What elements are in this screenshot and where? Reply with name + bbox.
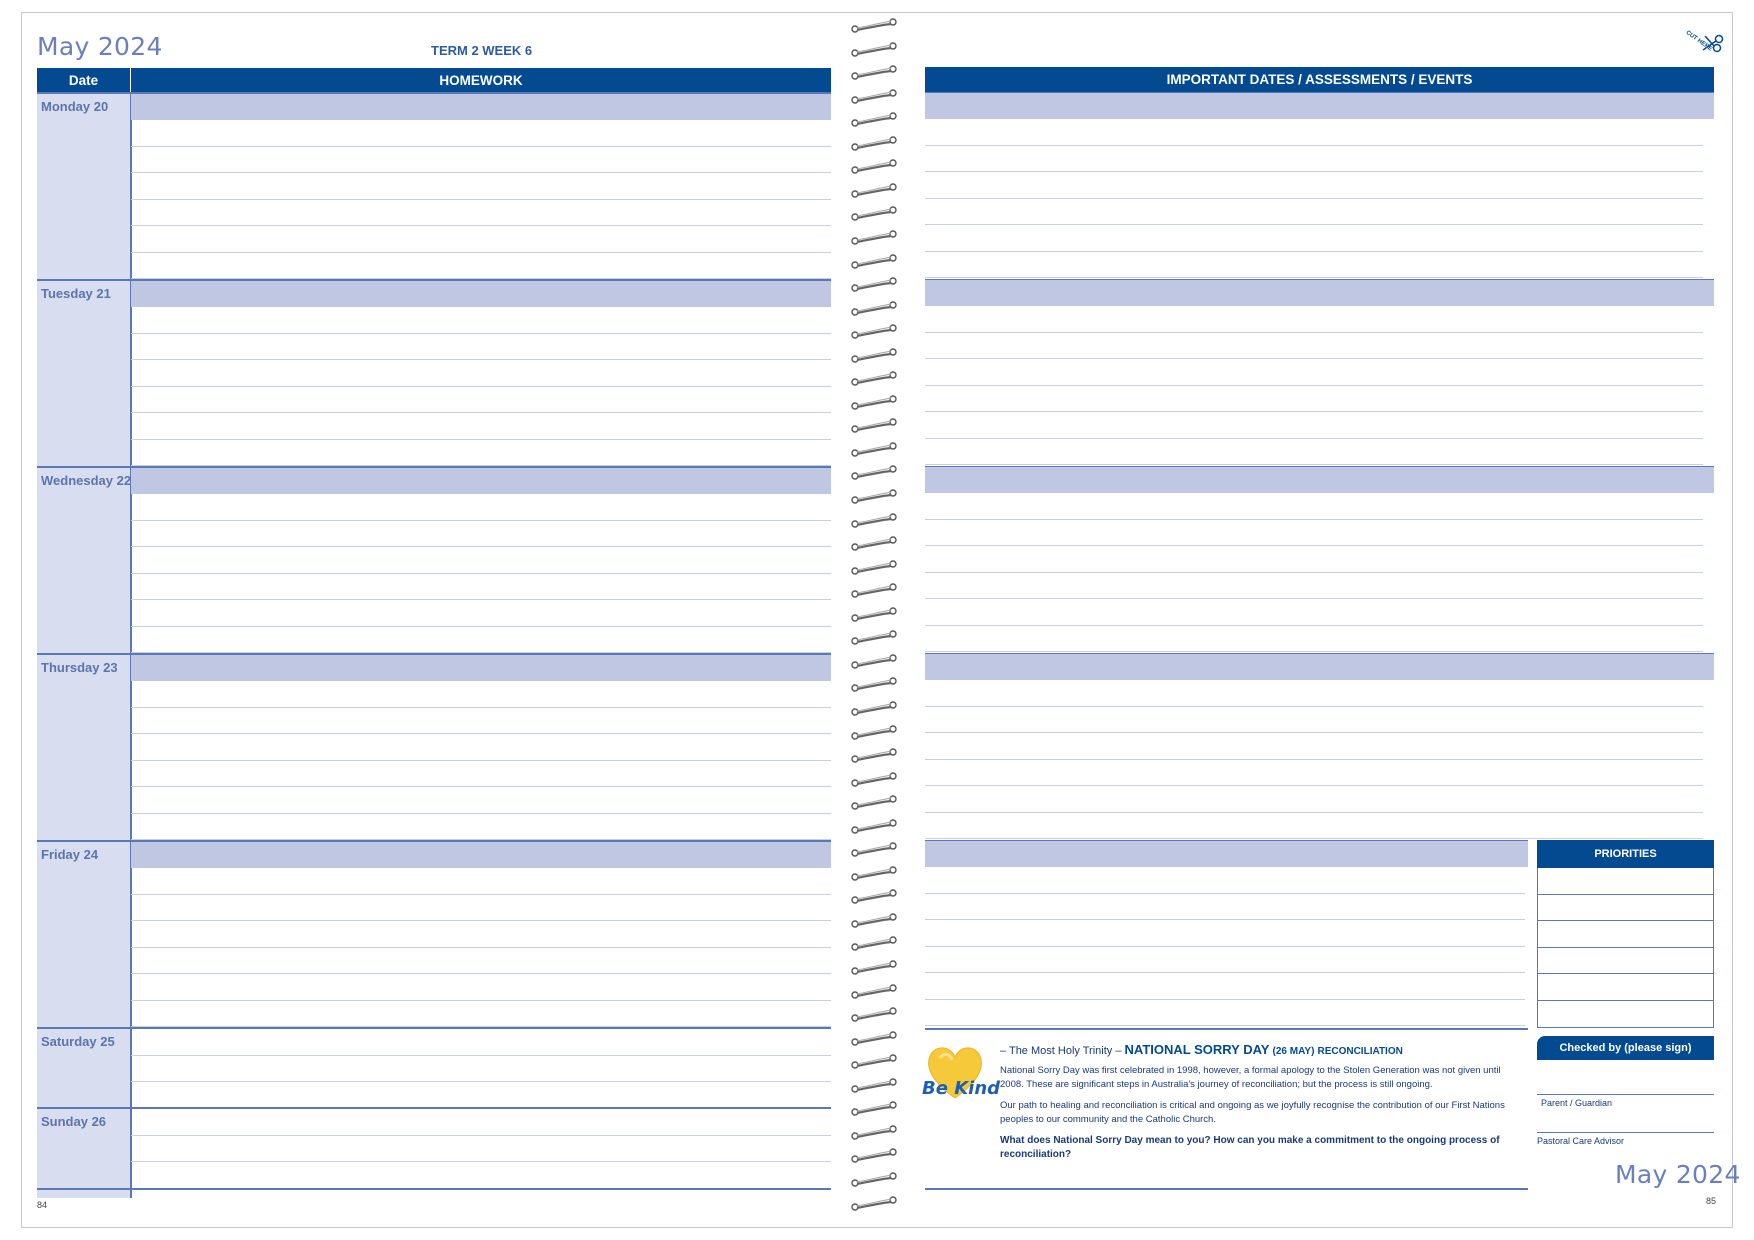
checked-by-header: Checked by (please sign)	[1537, 1036, 1714, 1060]
cut-here-label: CUT HERE	[1684, 30, 1714, 53]
homework-line[interactable]	[131, 439, 831, 440]
priority-row[interactable]	[1538, 1001, 1713, 1028]
event-line[interactable]	[925, 411, 1703, 412]
pastoral-care-label: Pastoral Care Advisor	[1537, 1136, 1625, 1146]
spiral-coil-icon	[848, 487, 900, 507]
event-line[interactable]	[925, 464, 1703, 465]
event-line[interactable]	[925, 171, 1703, 172]
spiral-coil-icon	[848, 1170, 900, 1190]
date-divider	[130, 93, 132, 1198]
day-separator	[37, 279, 831, 281]
info-bottom-rule	[925, 1188, 1528, 1190]
homework-line[interactable]	[131, 1055, 831, 1056]
homework-line[interactable]	[131, 786, 831, 787]
spiral-coil-icon	[848, 63, 900, 83]
homework-line[interactable]	[131, 359, 831, 360]
month-title-right: May 2024	[1615, 1160, 1741, 1189]
event-band	[925, 653, 1714, 680]
event-line[interactable]	[925, 972, 1525, 973]
spiral-coil-icon	[848, 1052, 900, 1072]
spiral-coil-icon	[848, 416, 900, 436]
day-band	[131, 280, 831, 307]
spiral-coil-icon	[848, 628, 900, 648]
day-separator	[37, 1027, 831, 1029]
spiral-binding	[848, 16, 900, 1216]
spiral-coil-icon	[848, 958, 900, 978]
homework-line[interactable]	[131, 947, 831, 948]
day-band	[131, 841, 831, 868]
homework-line[interactable]	[131, 599, 831, 600]
homework-line[interactable]	[37, 1188, 831, 1190]
homework-line[interactable]	[131, 973, 831, 974]
spiral-coil-icon	[848, 393, 900, 413]
event-line[interactable]	[925, 385, 1703, 386]
spiral-coil-icon	[848, 840, 900, 860]
spiral-coil-icon	[848, 87, 900, 107]
event-line[interactable]	[925, 706, 1703, 707]
homework-line[interactable]	[131, 252, 831, 253]
date-column	[37, 93, 130, 1198]
be-kind-text: Be Kind	[922, 1078, 1001, 1099]
spiral-coil-icon	[848, 16, 900, 36]
event-line[interactable]	[925, 759, 1703, 760]
spiral-coil-icon	[848, 675, 900, 695]
homework-line[interactable]	[131, 760, 831, 761]
parent-signature-line[interactable]	[1537, 1094, 1714, 1095]
spiral-coil-icon	[848, 605, 900, 625]
event-line[interactable]	[925, 545, 1703, 546]
event-line[interactable]	[925, 358, 1703, 359]
homework-line[interactable]	[131, 1161, 831, 1162]
homework-line[interactable]	[131, 333, 831, 334]
spiral-coil-icon	[848, 911, 900, 931]
homework-line[interactable]	[131, 707, 831, 708]
event-line[interactable]	[925, 893, 1525, 894]
spiral-coil-icon	[848, 275, 900, 295]
info-title: – The Most Holy Trinity – NATIONAL SORRY DAY (26 MAY) RECONCILIATION	[1000, 1042, 1403, 1057]
priority-row[interactable]	[1538, 895, 1713, 922]
priorities-header: PRIORITIES	[1537, 840, 1714, 868]
day-band	[131, 93, 831, 120]
event-line[interactable]	[925, 519, 1703, 520]
homework-line[interactable]	[131, 386, 831, 387]
homework-line[interactable]	[131, 813, 831, 814]
term-week-label: TERM 2 WEEK 6	[431, 43, 533, 58]
spiral-coil-icon	[848, 652, 900, 672]
spiral-coil-icon	[848, 157, 900, 177]
event-line[interactable]	[925, 812, 1703, 813]
spiral-coil-icon	[848, 581, 900, 601]
homework-line[interactable]	[131, 1000, 831, 1001]
spiral-coil-icon	[848, 1005, 900, 1025]
spiral-coil-icon	[848, 558, 900, 578]
info-paragraph-2: Our path to healing and reconciliation is critical and ongoing as we joyfully recognise the contribution of our First Nations peoples to our community and the Catholic Church.	[1000, 1100, 1505, 1125]
spiral-coil-icon	[848, 1146, 900, 1166]
homework-line[interactable]	[131, 520, 831, 521]
spiral-coil-icon	[848, 463, 900, 483]
homework-line[interactable]	[131, 1135, 831, 1136]
page-number-left: 84	[37, 1200, 48, 1210]
spiral-coil-icon	[848, 770, 900, 790]
spiral-coil-icon	[848, 322, 900, 342]
advisor-signature-line[interactable]	[1537, 1132, 1714, 1133]
event-line[interactable]	[925, 732, 1703, 733]
parent-guardian-label: Parent / Guardian	[1541, 1098, 1613, 1108]
homework-line[interactable]	[131, 920, 831, 921]
event-line[interactable]	[925, 785, 1703, 786]
event-line[interactable]	[925, 919, 1525, 920]
homework-line[interactable]	[131, 1081, 831, 1082]
spiral-coil-icon	[848, 887, 900, 907]
event-band	[925, 92, 1714, 119]
event-line[interactable]	[925, 332, 1703, 333]
spiral-coil-icon	[848, 299, 900, 319]
day-label: Sunday 26	[41, 1114, 107, 1129]
priority-row[interactable]	[1538, 921, 1713, 948]
homework-column-header: HOMEWORK	[131, 68, 831, 93]
event-line[interactable]	[925, 277, 1703, 278]
spiral-coil-icon	[848, 134, 900, 154]
event-line[interactable]	[925, 651, 1703, 652]
spiral-coil-icon	[848, 817, 900, 837]
spiral-coil-icon	[848, 746, 900, 766]
day-label: Friday 24	[41, 847, 99, 862]
priority-row[interactable]	[1538, 868, 1713, 895]
event-line[interactable]	[925, 598, 1703, 599]
spiral-coil-icon	[848, 346, 900, 366]
priorities-list[interactable]	[1537, 868, 1714, 1028]
spiral-coil-icon	[848, 934, 900, 954]
event-line[interactable]	[925, 224, 1703, 225]
spiral-coil-icon	[848, 204, 900, 224]
date-column-header: Date	[37, 68, 130, 93]
event-line[interactable]	[925, 438, 1703, 439]
day-band	[131, 654, 831, 681]
spiral-coil-icon	[848, 1076, 900, 1096]
spiral-coil-icon	[848, 982, 900, 1002]
event-line[interactable]	[925, 572, 1703, 573]
spiral-coil-icon	[848, 228, 900, 248]
day-separator	[37, 653, 831, 655]
page-number-right: 85	[1706, 1196, 1717, 1206]
month-title-left: May 2024	[37, 32, 163, 61]
spiral-coil-icon	[848, 864, 900, 884]
event-line[interactable]	[925, 838, 1703, 839]
day-label: Saturday 25	[41, 1034, 115, 1049]
spiral-coil-icon	[848, 40, 900, 60]
priority-row[interactable]	[1538, 948, 1713, 975]
spiral-coil-icon	[848, 181, 900, 201]
spiral-coil-icon	[848, 110, 900, 130]
day-separator	[37, 466, 831, 468]
info-paragraph-1: National Sorry Day was first celebrated in 1998, however, a formal apology to the Stolen Generation was not given until 2008. These are significant steps in Australia's journey of reconciliation; but the process is still ongoing.	[1000, 1065, 1501, 1090]
day-label: Monday 20	[41, 99, 109, 114]
spiral-coil-icon	[848, 1194, 900, 1214]
spiral-coil-icon	[848, 534, 900, 554]
event-line[interactable]	[925, 625, 1703, 626]
info-top-rule	[925, 1028, 1528, 1030]
spiral-coil-icon	[848, 1099, 900, 1119]
events-column-header: IMPORTANT DATES / ASSESSMENTS / EVENTS	[925, 67, 1714, 92]
homework-line[interactable]	[131, 894, 831, 895]
homework-line[interactable]	[131, 225, 831, 226]
priority-row[interactable]	[1538, 974, 1713, 1001]
homework-line[interactable]	[131, 146, 831, 147]
spiral-coil-icon	[848, 793, 900, 813]
homework-line[interactable]	[131, 412, 831, 413]
day-label: Thursday 23	[41, 660, 118, 675]
event-line[interactable]	[925, 198, 1703, 199]
spiral-coil-icon	[848, 252, 900, 272]
spiral-coil-icon	[848, 440, 900, 460]
info-question: What does National Sorry Day mean to you? How can you make a commitment to the ongoing process of reconciliation?	[1000, 1135, 1500, 1160]
spiral-coil-icon	[848, 699, 900, 719]
day-band	[131, 467, 831, 494]
event-line[interactable]	[925, 946, 1525, 947]
spiral-coil-icon	[848, 369, 900, 389]
spiral-coil-icon	[848, 511, 900, 531]
day-label: Tuesday 21	[41, 286, 111, 301]
event-line[interactable]	[925, 999, 1525, 1000]
spiral-coil-icon	[848, 723, 900, 743]
homework-line[interactable]	[131, 626, 831, 627]
day-separator	[37, 840, 831, 842]
homework-line[interactable]	[131, 546, 831, 547]
event-line[interactable]	[925, 251, 1703, 252]
homework-line[interactable]	[131, 172, 831, 173]
homework-line[interactable]	[131, 199, 831, 200]
day-separator	[37, 92, 831, 94]
event-band	[925, 279, 1714, 306]
event-band	[925, 466, 1714, 493]
spiral-coil-icon	[848, 1029, 900, 1049]
day-label: Wednesday 22	[41, 473, 132, 488]
event-line[interactable]	[925, 145, 1703, 146]
spiral-coil-icon	[848, 1123, 900, 1143]
homework-line[interactable]	[131, 733, 831, 734]
homework-line[interactable]	[131, 573, 831, 574]
event-line[interactable]	[925, 1025, 1525, 1026]
event-band	[925, 840, 1528, 867]
day-separator	[37, 1107, 831, 1109]
